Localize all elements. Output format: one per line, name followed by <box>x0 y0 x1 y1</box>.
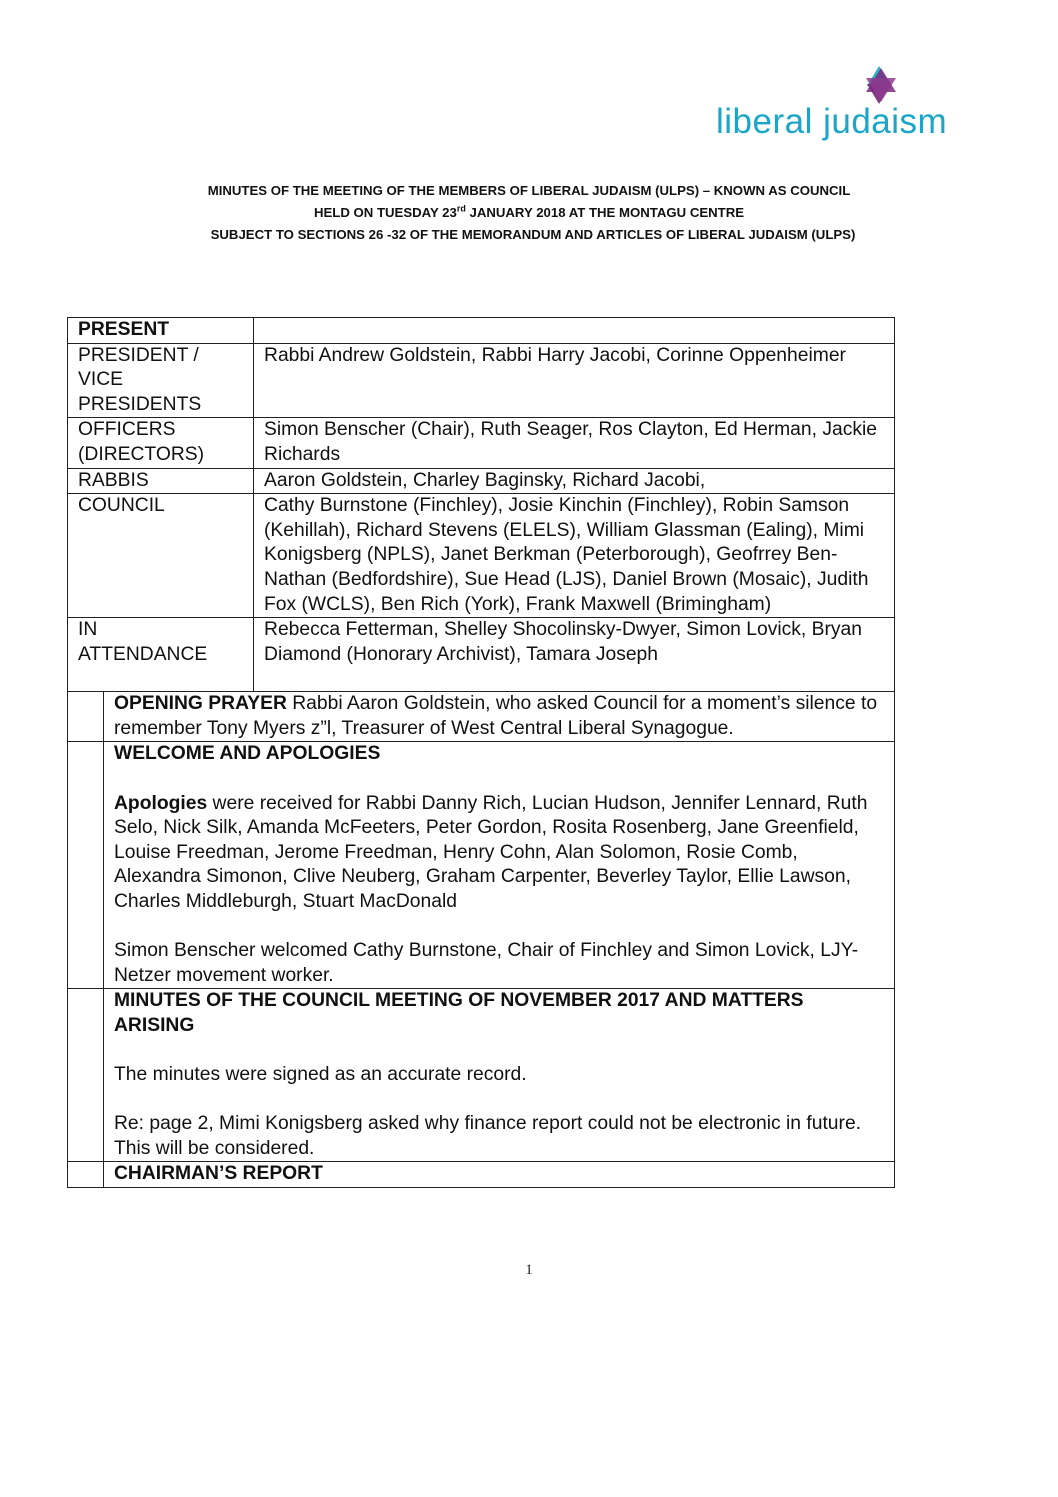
section-welcome <box>68 742 895 989</box>
item-number-cell <box>68 742 104 989</box>
item-number-cell <box>68 1162 104 1188</box>
liberal-judaism-logo <box>716 64 966 148</box>
attendance-value: Rebecca Fetterman, Shelley Shocolinsky-Dwyer, Simon Lovick, Bryan Diamond (Honorary Archivist), Tamara Joseph <box>254 618 895 692</box>
section-title: WELCOME AND APOLOGIES <box>114 743 381 765</box>
document-heading <box>0 180 1058 246</box>
section-text: Rabbi Aaron Goldstein, who asked Council for a moment’s silence to remember Tony Myers z”l, Treasurer of West Central Liberal Synagogue. <box>114 693 878 739</box>
heading-line-2: HELD ON TUESDAY 23rd JANUARY 2018 AT THE MONTAGU CENTRE <box>313 203 745 220</box>
section-opening-prayer <box>68 692 895 742</box>
section-chairman <box>68 1162 895 1188</box>
attendance-value: Cathy Burnstone (Finchley), Josie Kinchin (Finchley), Robin Samson (Kehillah), Richard Stevens (ELELS), William Glassman (Ealing), Mimi Konigsberg (NPLS), Janet Berkman (Peterborough), Geofrrey Ben-Nathan (Bedfordshire), Sue Head (LJS), Daniel Brown (Mosaic), Judith Fox (WCLS), Ben Rich (York), Frank Maxwell (Brimingham) <box>254 494 895 618</box>
logo-text: liberal judaism <box>716 102 948 141</box>
section-title: CHAIRMAN’S REPORT <box>104 1162 895 1188</box>
attendance-row <box>68 343 895 418</box>
attendance-row <box>68 418 895 468</box>
attendance-label: RABBIS <box>68 468 254 494</box>
section-minutes <box>68 989 895 1162</box>
attendance-value: Rabbi Andrew Goldstein, Rabbi Harry Jacobi, Corinne Oppenheimer <box>254 343 895 418</box>
attendance-row <box>68 494 895 618</box>
apologies-label: Apologies <box>114 792 208 814</box>
section-title: OPENING PRAYER <box>114 693 287 715</box>
page-number: 1 <box>525 1262 533 1278</box>
section-title: MINUTES OF THE COUNCIL MEETING OF NOVEMBER 2017 AND MATTERS ARISING <box>114 990 804 1036</box>
minutes-text-1: The minutes were signed as an accurate record. <box>114 1064 527 1086</box>
attendance-label: IN ATTENDANCE <box>68 618 254 692</box>
attendance-value: Aaron Goldstein, Charley Baginsky, Richard Jacobi, <box>254 468 895 494</box>
attendance-label: PRESIDENT / VICE PRESIDENTS <box>68 343 254 418</box>
item-number-cell <box>68 989 104 1162</box>
heading-line-3: SUBJECT TO SECTIONS 26 -32 OF THE MEMORANDUM AND ARTICLES OF LIBERAL JUDAISM (ULPS) <box>210 227 856 242</box>
attendance-value: Simon Benscher (Chair), Ruth Seager, Ros Clayton, Ed Herman, Jackie Richards <box>254 418 895 468</box>
welcome-text: Simon Benscher welcomed Cathy Burnstone, Chair of Finchley and Simon Lovick, LJY-Netzer movement worker. <box>114 940 859 986</box>
item-number-cell <box>68 692 104 742</box>
attendance-label: OFFICERS (DIRECTORS) <box>68 418 254 468</box>
present-label: PRESENT <box>68 318 254 344</box>
heading-line-1: MINUTES OF THE MEETING OF THE MEMBERS OF LIBERAL JUDAISM (ULPS) – KNOWN AS COUNCIL <box>207 183 851 198</box>
present-value <box>254 318 895 344</box>
attendance-row <box>68 618 895 692</box>
attendance-row <box>68 468 895 494</box>
attendance-label: COUNCIL <box>68 494 254 618</box>
minutes-table <box>67 317 895 1188</box>
apologies-text: were received for Rabbi Danny Rich, Lucian Hudson, Jennifer Lennard, Ruth Selo, Nick Silk, Amanda McFeeters, Peter Gordon, Rosita Rosenberg, Jane Greenfield, Louise Freedman, Jerome Freedman, Henry Cohn, Alan Solomon, Rosie Comb, Alexandra Simonon, Clive Neuberg, Graham Carpenter, Beverley Taylor, Ellie Lawson, Charles Middleburgh, Stuart MacDonald <box>114 792 868 912</box>
minutes-text-2: Re: page 2, Mimi Konigsberg asked why finance report could not be electronic in future. This will be considered. <box>114 1113 862 1159</box>
present-row <box>68 318 895 344</box>
